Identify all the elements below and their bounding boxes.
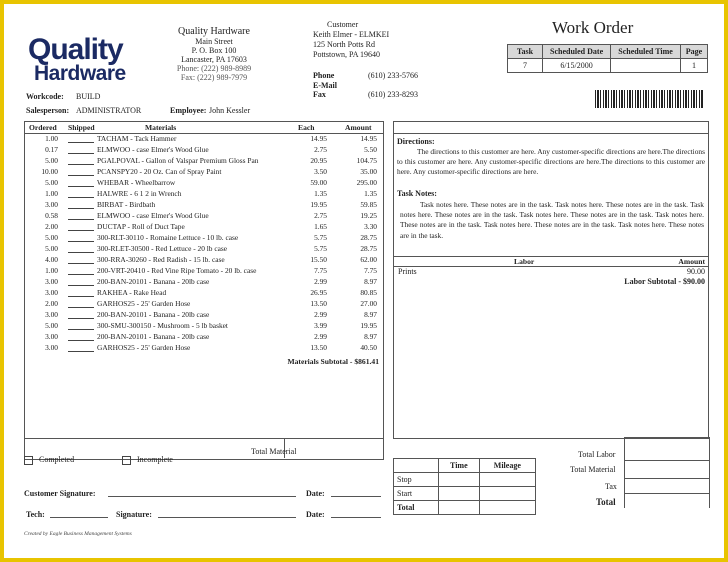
divider [394,133,708,134]
shipped-line[interactable] [68,145,94,154]
material-row [25,233,383,244]
tech-date-label: Date: [306,510,325,519]
material-ordered: 1.00 [45,134,58,143]
task-value: 7 [508,59,543,73]
material-each: 14.95 [310,134,327,143]
shipped-line[interactable] [68,332,94,341]
material-amount: 295.00 [356,178,377,187]
tech-label: Tech: [26,510,45,519]
material-row [25,178,383,189]
material-desc: ELMWOO - case Elmer's Wood Glue [97,211,209,220]
shipped-line[interactable] [68,200,94,209]
customer-fax-label: Fax [313,90,326,99]
stop-label: Stop [394,473,439,487]
material-ordered: 2.00 [45,299,58,308]
time-header: Time [439,459,480,473]
scheduled-time-header: Scheduled Time [611,45,681,59]
total-label: Total [394,501,439,515]
page-title: Work Order [552,18,634,37]
total-material-label: Total Material [251,447,297,456]
task-notes-text: Task notes here. These notes are in the task. Task notes here. These notes are in the task. Task notes here. These notes are in the task. Task notes here. These notes are in the task. Task notes here. These notes are in the task. Task notes here. These notes are in the task. Task notes here. These notes are in the task. [400,200,704,240]
directions-text: The directions to this customer are here. Any customer-specific directions are here.The directions to this customer are here. Any customer-specific directions are here.The directions to this customer are here. Any customer-specific directions are here. [397,147,705,177]
material-row [25,189,383,200]
shipped-line[interactable] [68,310,94,319]
total-mileage-field[interactable] [479,501,535,515]
material-amount: 104.75 [356,156,377,165]
material-amount: 80.85 [360,288,377,297]
material-amount: 5.50 [364,145,377,154]
salesperson-label: Salesperson: [26,106,70,115]
material-amount: 35.00 [360,167,377,176]
material-amount: 3.30 [364,222,377,231]
directions-label: Directions: [397,137,435,146]
material-ordered: 1.00 [45,189,58,198]
material-desc: RAKHEA - Rake Head [97,288,167,297]
incomplete-option[interactable] [122,455,173,465]
material-row [25,310,383,321]
workcode-label: Workcode: [26,92,64,101]
labor-item: Prints [398,267,417,276]
material-each: 3.50 [314,167,327,176]
materials-col-header: Materials [145,123,177,132]
material-ordered: 0.17 [45,145,58,154]
material-amount: 19.25 [360,211,377,220]
customer-email-label: E-Mail [313,81,337,90]
company-fax: Fax: (222) 989-7979 [180,73,248,82]
material-each: 2.75 [314,211,327,220]
task-table [507,44,708,73]
page-header: Page [681,45,708,59]
material-amount: 27.00 [360,299,377,308]
task-notes-label: Task Notes: [397,189,437,198]
material-ordered: 1.00 [45,266,58,275]
material-desc: BIRBAT - Birdbath [97,200,156,209]
material-desc: TACHAM - Tack Hammer [97,134,177,143]
material-row [25,167,383,178]
tech-signature-line[interactable] [158,517,296,518]
material-ordered: 0.58 [45,211,58,220]
material-row [25,222,383,233]
ordered-header: Ordered [29,123,57,132]
material-amount: 40.50 [360,343,377,352]
material-each: 2.99 [314,310,327,319]
completed-checkbox[interactable] [24,456,33,465]
material-ordered: 3.00 [45,332,58,341]
shipped-line[interactable] [68,156,94,165]
material-ordered: 3.00 [45,200,58,209]
material-each: 26.95 [310,288,327,297]
start-label: Start [394,487,439,501]
material-amount: 8.97 [364,310,377,319]
material-ordered: 3.00 [45,277,58,286]
material-row [25,255,383,266]
completed-option[interactable] [24,455,74,465]
material-ordered: 5.00 [45,233,58,242]
materials-header [25,122,383,134]
material-row [25,277,383,288]
material-row [25,244,383,255]
employee-value: John Kessler [209,106,251,115]
footer-credit: Created by Eagle Business Management Systems [24,531,132,537]
shipped-line[interactable] [68,222,94,231]
material-each: 59.00 [310,178,327,187]
material-each: 5.75 [314,244,327,253]
material-amount: 1.35 [364,189,377,198]
material-desc: ELMWOO - case Elmer's Wood Glue [97,145,209,154]
signature-label: Signature: [116,510,152,519]
labor-subtotal: Labor Subtotal - $90.00 [624,277,705,286]
material-row [25,266,383,277]
total-material-sum-label: Total Material [570,465,616,474]
material-row [25,134,383,145]
logo-hardware: Hardware [34,62,126,85]
labor-col-header: Labor [514,257,535,266]
scheduled-date-value: 6/15/2000 [543,59,611,73]
material-row [25,321,383,332]
material-ordered: 4.00 [45,255,58,264]
time-mileage-table [393,458,536,515]
material-desc: 300-SMU-300150 - Mushroom - 5 lb basket [97,321,228,330]
material-row [25,211,383,222]
material-ordered: 5.00 [45,244,58,253]
mileage-header: Mileage [479,459,535,473]
labor-amount: 90.00 [687,267,705,276]
shipped-line[interactable] [68,277,94,286]
materials-box [24,121,384,460]
scheduled-date-header: Scheduled Date [543,45,611,59]
task-header: Task [508,45,543,59]
material-ordered: 3.00 [45,310,58,319]
material-desc: 300-RLET-30500 - Red Lettuce - 20 lb case [97,244,228,253]
page-value: 1 [681,59,708,73]
material-desc: DUCTAP - Roll of Duct Tape [97,222,185,231]
company-phone: Phone: (222) 989-8989 [176,64,252,73]
material-amount: 19.95 [360,321,377,330]
material-amount: 8.97 [364,332,377,341]
material-desc: 200-BAN-20101 - Banana - 20lb case [97,310,210,319]
labor-header [394,256,708,267]
labor-amount-header: Amount [678,257,705,266]
material-each: 13.50 [310,299,327,308]
material-amount: 7.75 [364,266,377,275]
shipped-line[interactable] [68,288,94,297]
customer-phone-label: Phone [313,71,335,80]
material-amount: 14.95 [360,134,377,143]
material-row [25,299,383,310]
material-desc: 300-RRA-30260 - Red Radish - 15 lb. case [97,255,225,264]
material-ordered: 5.00 [45,321,58,330]
material-ordered: 3.00 [45,288,58,297]
material-each: 19.95 [310,200,327,209]
tech-date-line[interactable] [331,517,381,518]
shipped-line[interactable] [68,266,94,275]
customer-street: 125 North Potts Rd [313,40,376,49]
material-desc: 300-RLT-30110 - Romaine Lettuce - 10 lb. case [97,233,239,242]
customer-label: Customer [327,20,359,29]
customer-signature-line[interactable] [108,496,296,497]
shipped-line[interactable] [68,321,94,330]
tech-line[interactable] [50,517,108,518]
material-desc: HALWRE - 6 1 2 in Wrench [97,189,182,198]
material-ordered: 2.00 [45,222,58,231]
material-desc: PGALPOVAL - Gallon of Valspar Premium Gloss Pan [97,156,259,165]
material-row [25,145,383,156]
directions-box [393,121,709,439]
grand-total-label: Total [596,497,616,507]
material-each: 7.75 [314,266,327,275]
customer-name: Keith Elmer - ELMKEI [313,30,390,39]
amount-header: Amount [345,123,372,132]
each-header: Each [298,123,315,132]
material-each: 1.35 [314,189,327,198]
stop-time-field[interactable] [439,473,480,487]
material-desc: PCANSPY20 - 20 Oz. Can of Spray Paint [97,167,222,176]
scheduled-time-value [611,59,681,73]
shipped-line[interactable] [68,255,94,264]
material-each: 13.50 [310,343,327,352]
material-row [25,332,383,343]
materials-total-row [25,438,383,439]
material-desc: GARHOS25 - 25' Garden Hose [97,299,191,308]
tax-label: Tax [605,482,617,491]
shipped-line[interactable] [68,178,94,187]
materials-subtotal: Materials Subtotal - $861.41 [287,357,379,366]
customer-phone: (610) 233-5766 [368,71,418,80]
material-ordered: 5.00 [45,156,58,165]
material-each: 3.99 [314,321,327,330]
material-each: 1.65 [314,222,327,231]
incomplete-checkbox[interactable] [122,456,131,465]
material-desc: 200-BAN-20101 - Banana - 20lb case [97,332,210,341]
material-amount: 28.75 [360,244,377,253]
material-each: 20.95 [310,156,327,165]
barcode [595,90,703,108]
stop-mileage-field[interactable] [479,473,535,487]
material-desc: WHEBAR - Wheelbarrow [97,178,176,187]
material-each: 5.75 [314,233,327,242]
completed-label: Completed [39,455,75,464]
company-name: Quality Hardware [178,26,250,37]
shipped-line[interactable] [68,343,94,352]
material-ordered: 5.00 [45,178,58,187]
company-street: Main Street [195,37,233,46]
material-desc: GARHOS25 - 25' Garden Hose [97,343,191,352]
customer-signature-label: Customer Signature: [24,489,96,498]
customer-fax: (610) 233-8293 [368,90,418,99]
customer-date-line[interactable] [331,496,381,497]
incomplete-label: Incomplete [137,455,173,464]
shipped-line[interactable] [68,189,94,198]
material-each: 2.75 [314,145,327,154]
totals-box [624,437,710,508]
material-row [25,343,383,354]
shipped-header: Shipped [68,123,95,132]
material-desc: 200-BAN-20101 - Banana - 20lb case [97,277,210,286]
divider [625,478,709,479]
material-row [25,288,383,299]
material-amount: 8.97 [364,277,377,286]
materials-rows [25,134,383,354]
company-block [158,26,270,82]
total-labor-label: Total Labor [578,450,616,459]
material-row [25,156,383,167]
employee-label: Employee: [170,106,207,115]
shipped-line[interactable] [68,233,94,242]
material-amount: 62.00 [360,255,377,264]
material-row [25,200,383,211]
material-ordered: 3.00 [45,343,58,352]
material-each: 15.50 [310,255,327,264]
material-amount: 59.85 [360,200,377,209]
divider [625,460,709,461]
company-city: Lancaster, PA 17603 [181,55,247,64]
salesperson-value: ADMINISTRATOR [76,106,142,115]
material-each: 2.99 [314,332,327,341]
start-mileage-field[interactable] [479,487,535,501]
material-desc: 200-VRT-20410 - Red Vine Ripe Tomato - 20 lb. case [97,266,257,275]
material-amount: 28.75 [360,233,377,242]
customer-city: Pottstown, PA 19640 [313,50,381,59]
shipped-line[interactable] [68,211,94,220]
start-time-field[interactable] [439,487,480,501]
shipped-line[interactable] [68,299,94,308]
workcode-value: BUILD [76,92,101,101]
material-ordered: 10.00 [41,167,58,176]
divider [625,493,709,494]
logo-quality: Quality [28,33,123,66]
date-label: Date: [306,489,325,498]
shipped-line[interactable] [68,134,94,143]
total-time-field[interactable] [439,501,480,515]
shipped-line[interactable] [68,244,94,253]
material-each: 2.99 [314,277,327,286]
shipped-line[interactable] [68,167,94,176]
company-po: P. O. Box 100 [191,46,237,55]
